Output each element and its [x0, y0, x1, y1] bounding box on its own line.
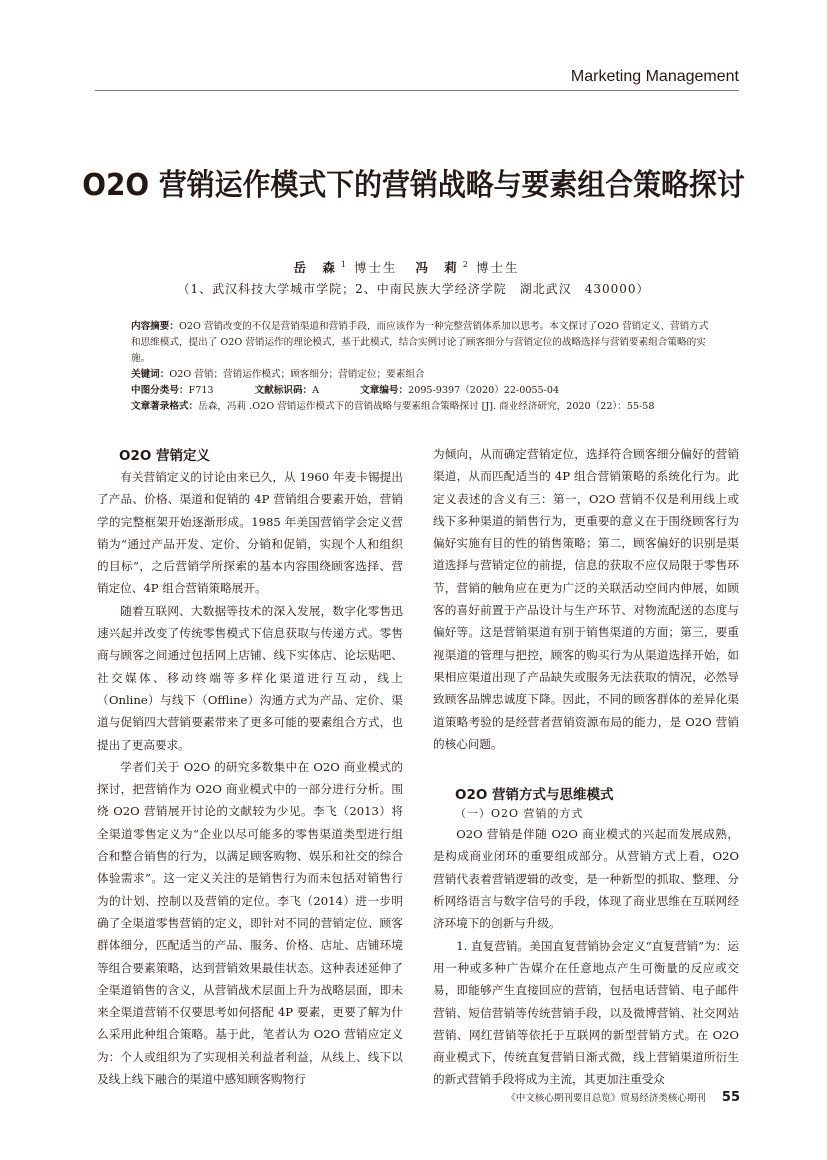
classification-row [131, 383, 711, 399]
affiliation-marker: 2 [462, 259, 468, 269]
paragraph: 有关营销定义的讨论由来已久，从 1960 年麦卡锡提出了产品、价格、渠道和促销的 4P 营销组合要素开始，营销学的完整框架开始逐渐形成。1985 年美国营销学会定义营销为“通过产品开发、定价、分销和促销，实现个人和组织的目标”，之后营销学所探索的基本内容围绕顾客选择、营销定位、4P 组合营销策略展开。 [97, 470, 403, 596]
paragraph: 学者们关于 O2O 的研究多数集中在 O2O 商业模式的探讨，把营销作为 O2O 商业模式中的一部分进行分析。围绕 O2O 营销展开讨论的文献较为少见。李飞（2013）将全渠道零售定义为“企业以尽可能多的零售渠道类型进行组合和整合销售的行为，以满足顾客购物、娱乐和社交的综合体验需求”。这一定义关注的是销售行为而未包括对销售行为的计划、控制以及营销的定位。李飞（2014）进一步明确了全渠道零售营销的定义，即针对不同的营销定位、顾客群体细分，匹配适当的产品、服务、价格、店址、店铺环境等组合要素策略，达到营销效果最佳状态。这种表述延伸了全渠道销售的含义，从营销战术层面上升为战略层面，即未来全渠道营销不仅要思考如何搭配 4P 要素，更要了解为什么采用此种组合策略。基于此，笔者认为 O2O 营销应定义为：个人或组织为了实现相关利益者利益，从线上、线下以及线上线下融合的渠道中感知顾客购物行 [97, 759, 403, 1087]
running-head-text: Marketing Management [570, 68, 739, 85]
article-title: O2O 营销运作模式下的营销战略与要素组合策略探讨 [82, 168, 745, 203]
author-degree: 博士生 [475, 260, 520, 275]
citation-text: 岳森，冯莉 .O2O 营销运作模式下的营销战略与要素组合策略探讨 [J]. 商业经济研究，2020（22）：55-58 [198, 401, 655, 412]
paragraph: O2O 营销是伴随 O2O 商业模式的兴起而发展成熟，是构成商业闭环的重要组成部分。从营销方式上看，O2O 营销代表着营销逻辑的改变，是一种新型的抓取、整理、分析网络语言与数字信号的手段，体现了商业思维在互联网经济环境下的创新与升级。 [433, 827, 739, 931]
keywords-text: O2O 营销；营销运作模式；顾客细分；营销定位；要素组合 [169, 369, 425, 380]
clc-label: 中图分类号： [131, 385, 189, 396]
doc-code-label: 文献标识码： [254, 385, 313, 396]
right-column [433, 443, 739, 1091]
affiliations: （1、武汉科技大学城市学院；2、中南民族大学经济学院 湖北武汉 430000） [177, 282, 650, 296]
keywords [131, 367, 711, 383]
citation-label: 文章著录格式： [131, 401, 199, 412]
abstract [131, 319, 711, 367]
author-degree: 博士生 [353, 260, 398, 275]
left-column [97, 446, 403, 1090]
journal-note: 《中文核心期刊要目总览》贸易经济类核心期刊 [506, 1093, 706, 1104]
section-heading: O2O 营销定义 [119, 448, 211, 464]
paragraph-continued: 为倾向，从而确定营销定位，选择符合顾客细分偏好的营销渠道，从而匹配适当的 4P 组合营销策略的系统化行为。此定义表述的含义有三：第一，O2O 营销不仅是利用线上或线下多种渠道的销售行为，更重要的意义在于围绕顾客行为偏好实施有目的性的销售策略；第二，顾客偏好的识别是渠道选择与营销定位的前提，信息的获取不应仅局限于零售环节，营销的触角应在更为广泛的关联活动空间内伸展，如顾客的喜好前置于产品设计与生产环节、对物流配送的态度与偏好等。这是营销渠道有别于销售渠道的方面；第三，要重视渠道的管理与把控，顾客的购买行为从渠道选择开始，如果相应渠道出现了产品缺失或服务无法获取的情况，必然导致顾客品牌忠诚度下降。因此，不同的顾客群体的差异化渠道策略考验的是经营者营销资源布局的能力，是 O2O 营销的核心问题。 [433, 447, 739, 751]
doc-code-value: A [312, 385, 320, 396]
article-no-value: 2095-9397（2020）22-0055-04 [408, 385, 560, 396]
article-no-label: 文章编号： [360, 385, 409, 396]
running-head [95, 66, 739, 91]
section-heading: O2O 营销方式与思维模式 [455, 787, 614, 804]
affiliation-marker: 1 [340, 259, 346, 269]
author-name: 岳 森 [293, 260, 341, 275]
author-name: 冯 莉 [415, 260, 463, 275]
abstract-label: 内容摘要： [131, 321, 179, 332]
subsection-heading: （一）O2O 营销的方式 [455, 807, 584, 821]
abstract-text: O2O 营销改变的不仅是营销渠道和营销手段，而应该作为一种完整营销体系加以思考。本文探讨了O2O 营销定义、营销方式和思维模式，提出了 O2O 营销运作的理论模式，基于此模式，结合实例讨论了顾客细分与营销定位的战略选择与营销要素组合策略的实施。 [131, 321, 709, 364]
author-line [0, 258, 827, 276]
citation [131, 399, 711, 415]
clc-value: F713 [188, 385, 214, 396]
article-metadata [131, 319, 711, 415]
paragraph: 1. 直复营销。美国直复营销协会定义“直复营销”为：运用一种或多种广告媒介在任意地点产生可衡量的反应或交易，即能够产生直接回应的营销，包括电话营销、电子邮件营销、短信营销等传统营销手段，以及微博营销、社交网站营销、网红营销等依托于互联网的新型营销方式。在 O2O 商业模式下，传统直复营销日渐式微，线上营销渠道所衍生的新式营销手段将成为主流，其更加注重受众 [433, 938, 739, 1087]
page-footer [480, 1090, 740, 1105]
keywords-label: 关键词： [131, 369, 170, 380]
page-number: 55 [721, 1090, 740, 1105]
paragraph: 随着互联网、大数据等技术的深入发展，数字化零售迅速兴起并改变了传统零售模式下信息获取与传递方式。零售商与顾客之间通过包括网上店铺、线下实体店、论坛贴吧、社交媒体、移动终端等多样化渠道进行互动，线上（Online）与线下（Offline）沟通方式为产品、定价、渠道与促销四大营销要素带来了更多可能的要素组合方式，也提出了更高要求。 [97, 603, 403, 752]
